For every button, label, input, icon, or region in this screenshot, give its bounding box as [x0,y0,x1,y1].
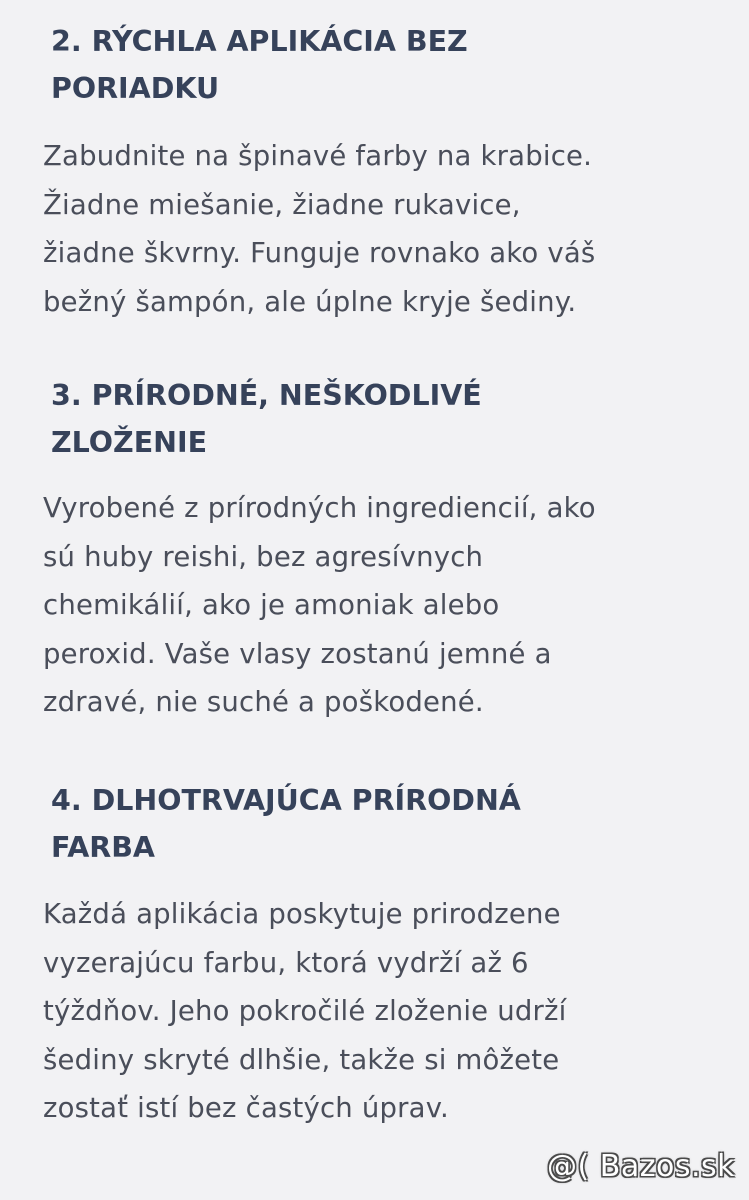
bazos-watermark: @( Bazos.sk [547,1149,735,1184]
body-line: šediny skryté dlhšie, takže si môžete [43,1043,560,1076]
body-line: týždňov. Jeho pokročilé zloženie udrží [43,995,567,1027]
heading-line: 4. DLHOTRVAJÚCA PRÍRODNÁ [51,784,521,817]
body-line: sú huby reishi, bez agresívnych [43,540,484,573]
body-line: žiadne škvrny. Funguje rovnako ako váš [43,237,596,269]
section-rychla-aplikacia [0,18,749,326]
body-line: Zabudnite na špinavé farby na krabice. [43,140,593,172]
section-body [0,132,749,326]
body-line: peroxid. Vaše vlasy zostanú jemné a [43,637,552,670]
heading-line: PORIADKU [51,72,220,105]
heading-line: 3. PRÍRODNÉ, NEŠKODLIVÉ [51,379,482,412]
section-body [0,484,749,727]
section-prirodne-zlozenie [0,372,749,727]
body-line: Každá aplikácia poskytuje prirodzene [43,898,561,930]
body-line: zdravé, nie suché a poškodené. [43,686,484,718]
heading-line: ZLOŽENIE [51,426,208,459]
body-line: Vyrobené z prírodných ingrediencií, ako [43,492,596,524]
body-line: zostať istí bez častých úprav. [43,1092,449,1124]
section-heading [0,18,511,112]
body-line: bežný šampón, ale úplne kryje šediny. [43,285,577,318]
body-line: Žiadne miešanie, žiadne rukavice, [43,188,521,221]
body-line: vyzerajúcu farbu, ktorá vydrží až 6 [43,946,529,979]
section-dlhotrvajuca-farba [0,777,749,1133]
heading-line: 2. RÝCHLA APLIKÁCIA BEZ [51,25,468,58]
section-body [0,890,749,1133]
body-line: chemikálií, ako je amoniak alebo [43,589,500,621]
section-heading [0,372,511,466]
heading-line: FARBA [51,831,155,864]
section-heading [0,777,521,871]
